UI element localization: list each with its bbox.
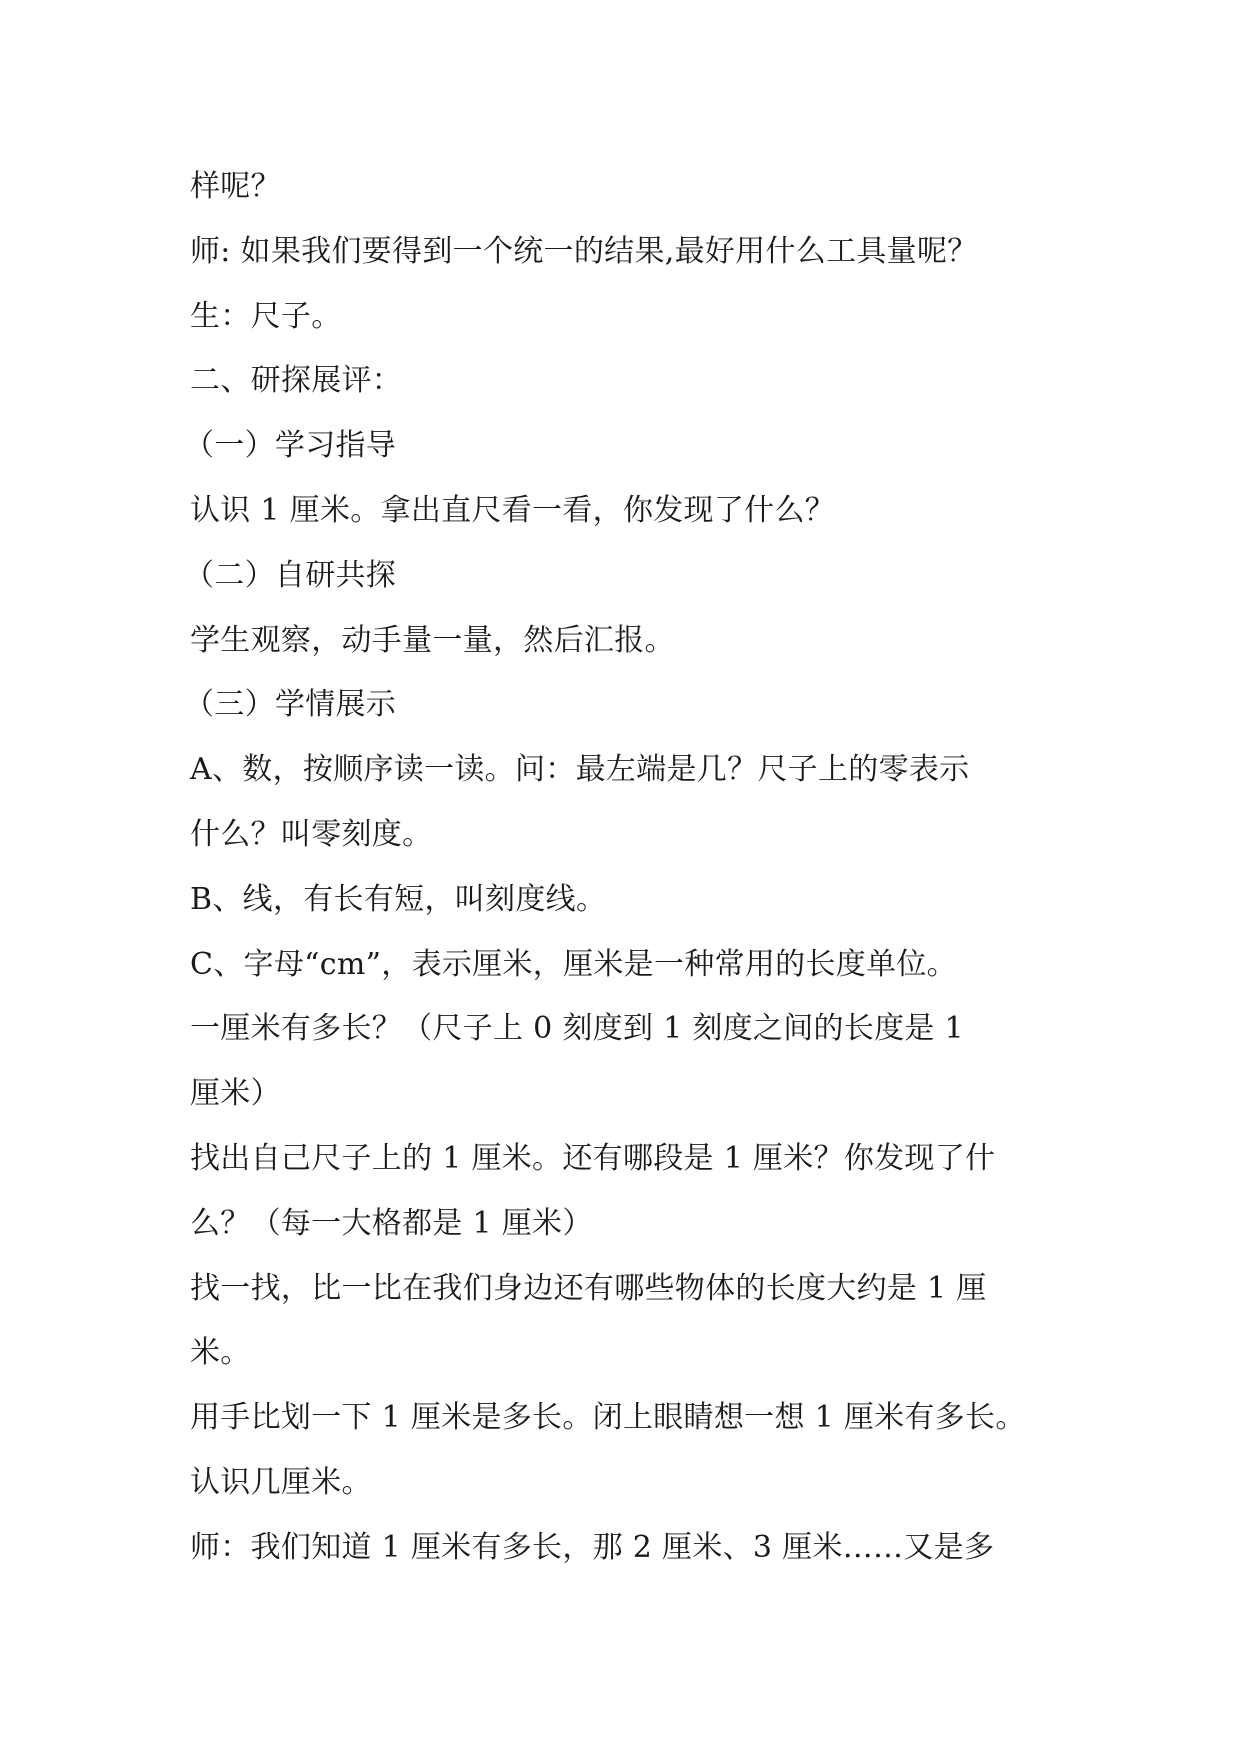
text-line: 厘米） bbox=[190, 1076, 281, 1112]
subsection-heading: （二）自研共探 bbox=[184, 557, 397, 593]
text-line: 认识 1 厘米。拿出直尺看一看，你发现了什么？ bbox=[190, 492, 836, 528]
text-line: 么？（每一大格都是 1 厘米） bbox=[190, 1205, 593, 1241]
text-line: 什么？叫零刻度。 bbox=[190, 816, 433, 852]
text-line: 师: 如果我们要得到一个统一的结果,最好用什么工具量呢？ bbox=[190, 233, 978, 269]
text-line: 找一找，比一比在我们身边还有哪些物体的长度大约是 1 厘 bbox=[190, 1270, 987, 1306]
text-line: 用手比划一下 1 厘米是多长。闭上眼睛想一想 1 厘米有多长。 bbox=[190, 1400, 1026, 1436]
text-line: 找出自己尺子上的 1 厘米。还有哪段是 1 厘米？你发现了什 bbox=[190, 1140, 996, 1176]
text-line: A、数，按顺序读一读。问：最左端是几？尺子上的零表示 bbox=[190, 752, 970, 788]
subsection-heading: （一）学习指导 bbox=[184, 428, 397, 464]
text-line: B、线，有长有短，叫刻度线。 bbox=[190, 881, 607, 917]
text-line: 师：我们知道 1 厘米有多长，那 2 厘米、3 厘米……又是多 bbox=[190, 1529, 995, 1565]
text-line: 学生观察，动手量一量，然后汇报。 bbox=[190, 622, 675, 658]
subsection-heading: （三）学情展示 bbox=[184, 687, 397, 723]
document-body bbox=[184, 155, 1070, 1581]
text-line: 认识几厘米。 bbox=[190, 1464, 372, 1500]
text-line: 样呢？ bbox=[190, 169, 281, 204]
text-line: 米。 bbox=[190, 1335, 251, 1371]
section-heading: 二、研探展评： bbox=[190, 363, 403, 399]
text-line: 一厘米有多长？（尺子上 0 刻度到 1 刻度之间的长度是 1 bbox=[190, 1011, 964, 1047]
text-line: 生：尺子。 bbox=[190, 298, 342, 334]
text-line: C、字母“cm”，表示厘米，厘米是一种常用的长度单位。 bbox=[190, 946, 957, 982]
